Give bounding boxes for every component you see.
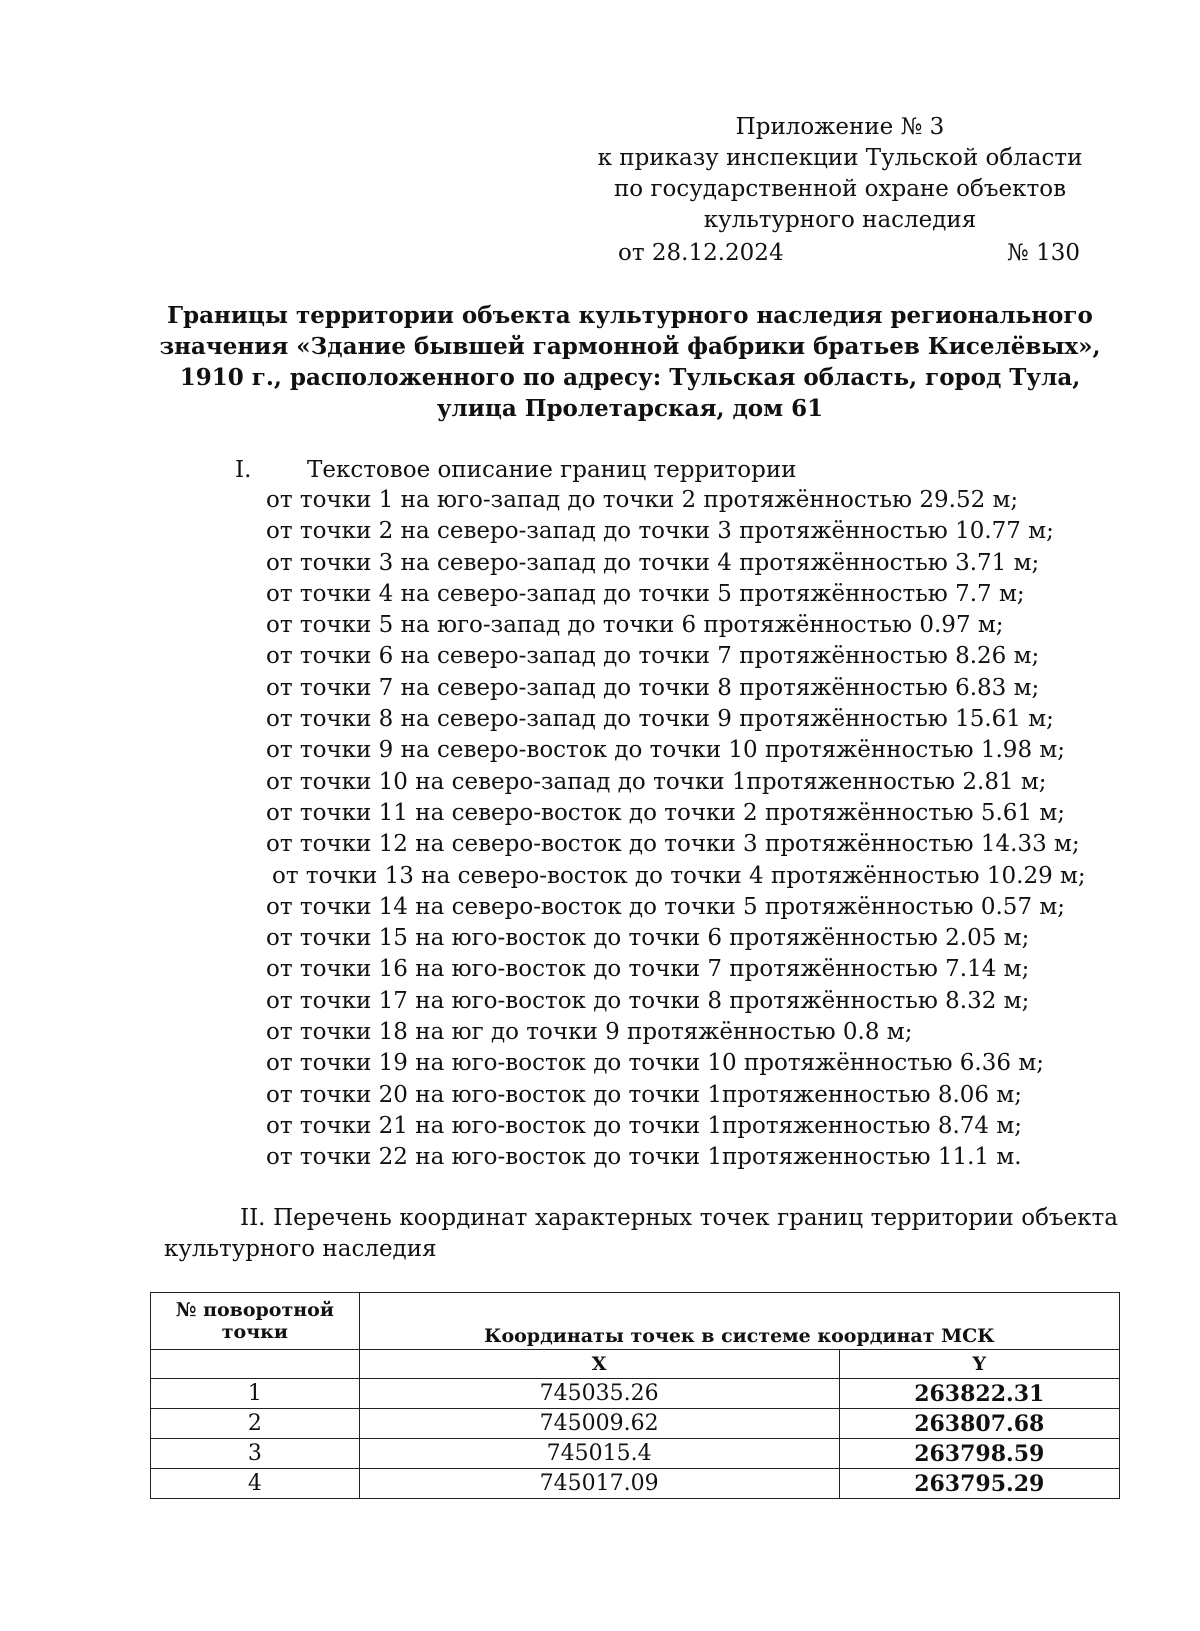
- section-1-title: Текстовое описание границ территории: [307, 457, 797, 483]
- segment-item: от точки 20 на юго-восток до точки 1протяженностью 8.06 м;: [266, 1081, 1023, 1108]
- segment-item: от точки 7 на северо-запад до точки 8 протяжённостью 6.83 м;: [266, 674, 1040, 701]
- order-number: № 130: [1007, 240, 1080, 266]
- segment-item: от точки 18 на юг до точки 9 протяжённостью 0.8 м;: [266, 1019, 913, 1046]
- coordinates-system-header: Координаты точек в системе координат МСК: [359, 1293, 1119, 1350]
- table-row: [151, 1409, 1120, 1439]
- order-line-2: по государственной охране объектов: [613, 176, 1067, 202]
- order-line-1: к приказу инспекции Тульской области: [597, 145, 1083, 171]
- section-2-line-1: II. Перечень координат характерных точек границ территории объекта: [240, 1205, 1118, 1231]
- segment-item: от точки 12 на северо-восток до точки 3 протяжённостью 14.33 м;: [266, 831, 1080, 858]
- table-row: [151, 1379, 1120, 1409]
- y-column-header: Y: [839, 1350, 1120, 1379]
- segment-item: от точки 19 на юго-восток до точки 10 протяжённостью 6.36 м;: [266, 1050, 1044, 1077]
- segment-item: от точки 3 на северо-запад до точки 4 протяжённостью 3.71 м;: [266, 549, 1040, 576]
- y-cell: 263795.29: [839, 1469, 1120, 1499]
- segment-item: от точки 16 на юго-восток до точки 7 протяжённостью 7.14 м;: [266, 956, 1030, 983]
- segment-item: от точки 8 на северо-запад до точки 9 протяжённостью 15.61 м;: [266, 706, 1054, 733]
- segment-item: от точки 15 на юго-восток до точки 6 протяжённостью 2.05 м;: [266, 925, 1030, 952]
- table-row: [151, 1439, 1120, 1469]
- point-cell: 1: [151, 1379, 360, 1409]
- section-2-line-2: культурного наследия: [164, 1236, 437, 1262]
- segment-item: от точки 4 на северо-запад до точки 5 протяжённостью 7.7 м;: [266, 580, 1025, 607]
- x-column-header: X: [359, 1350, 839, 1379]
- section-1-heading: [235, 455, 797, 486]
- y-cell: 263798.59: [839, 1439, 1120, 1469]
- segment-item: от точки 17 на юго-восток до точки 8 протяжённостью 8.32 м;: [266, 987, 1030, 1014]
- segment-item: от точки 22 на юго-восток до точки 1протяженностью 11.1 м.: [266, 1144, 1022, 1171]
- x-cell: 745035.26: [359, 1379, 839, 1409]
- point-cell: 2: [151, 1409, 360, 1439]
- document-title: [150, 300, 1110, 424]
- segment-item: от точки 21 на юго-восток до точки 1протяженностью 8.74 м;: [266, 1112, 1023, 1139]
- table-row: [151, 1469, 1120, 1499]
- appendix-number: Приложение № 3: [735, 114, 945, 140]
- appendix-header: [590, 112, 1090, 269]
- point-cell: 4: [151, 1469, 360, 1499]
- point-number-header: № поворотной точки: [151, 1293, 360, 1350]
- segment-item: от точки 9 на северо-восток до точки 10 протяжённостью 1.98 м;: [266, 737, 1066, 764]
- x-cell: 745009.62: [359, 1409, 839, 1439]
- segment-item: от точки 11 на северо-восток до точки 2 протяжённостью 5.61 м;: [266, 799, 1066, 826]
- title-line-1: Границы территории объекта культурного наследия регионального: [167, 302, 1093, 329]
- title-line-3: 1910 г., расположенного по адресу: Тульская область, город Тула,: [179, 364, 1081, 391]
- empty-header-cell: [151, 1350, 360, 1379]
- x-cell: 745017.09: [359, 1469, 839, 1499]
- boundary-segments-list: [266, 485, 1166, 1174]
- segment-item: от точки 6 на северо-запад до точки 7 протяжённостью 8.26 м;: [266, 643, 1040, 670]
- title-line-4: улица Пролетарская, дом 61: [436, 395, 824, 422]
- section-1-number: I.: [235, 457, 252, 483]
- segment-item: от точки 14 на северо-восток до точки 5 протяжённостью 0.57 м;: [266, 893, 1066, 920]
- segment-item: от точки 2 на северо-запад до точки 3 протяжённостью 10.77 м;: [266, 518, 1054, 545]
- segment-item: от точки 1 на юго-запад до точки 2 протяжённостью 29.52 м;: [266, 487, 1019, 513]
- order-line-3: культурного наследия: [703, 207, 977, 233]
- point-cell: 3: [151, 1439, 360, 1469]
- segment-item: от точки 5 на юго-запад до точки 6 протяжённостью 0.97 м;: [266, 612, 1004, 639]
- section-2-heading: [164, 1203, 1118, 1265]
- title-line-2: значения «Здание бывшей гармонной фабрики братьев Киселёвых»,: [159, 333, 1101, 360]
- segment-item: от точки 10 на северо-запад до точки 1протяженностью 2.81 м;: [266, 768, 1047, 795]
- x-cell: 745015.4: [359, 1439, 839, 1469]
- coordinates-table: [150, 1292, 1120, 1499]
- order-date: от 28.12.2024: [618, 240, 784, 266]
- y-cell: 263822.31: [839, 1379, 1120, 1409]
- segment-item: от точки 13 на северо-восток до точки 4 протяжённостью 10.29 м;: [272, 862, 1086, 889]
- y-cell: 263807.68: [839, 1409, 1120, 1439]
- order-date-line: [590, 238, 1090, 269]
